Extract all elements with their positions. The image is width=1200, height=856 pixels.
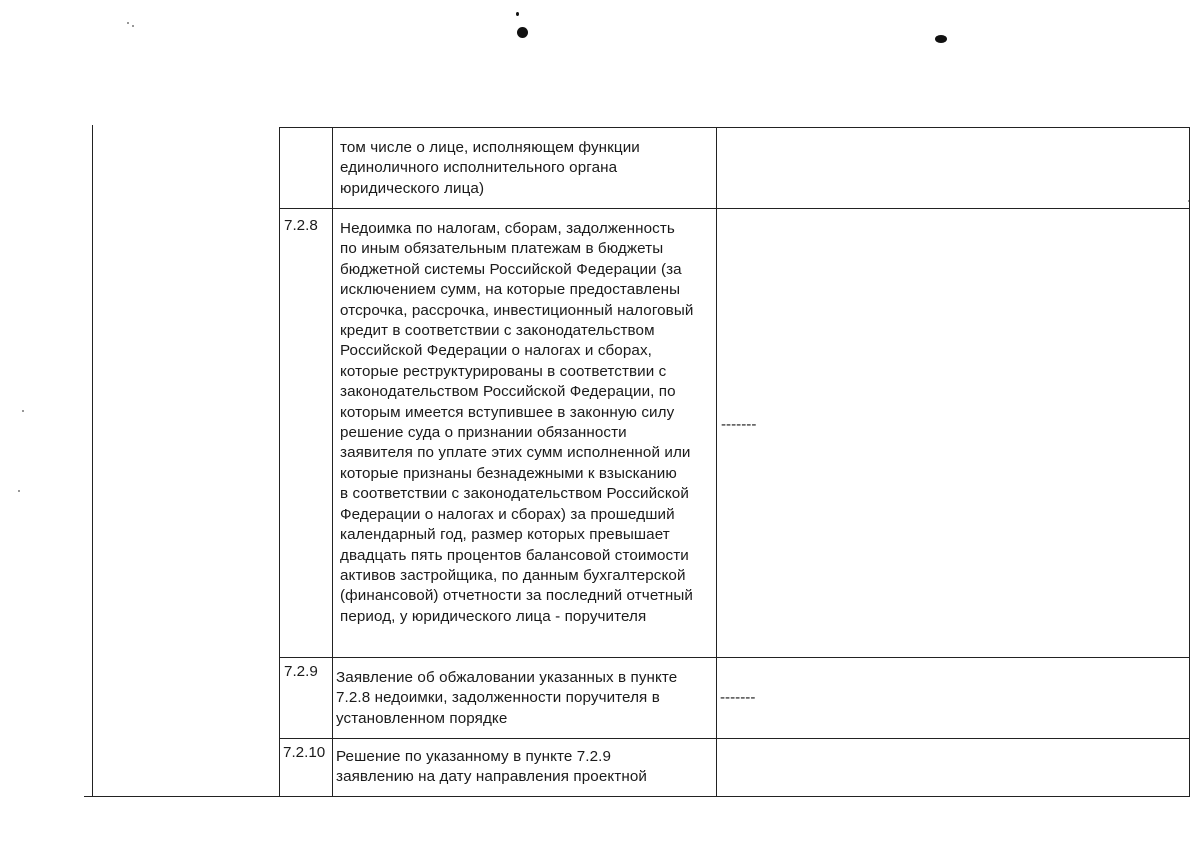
text-line: двадцать пять процентов балансовой стоимости [340,546,689,564]
table-col-line-1 [279,127,280,796]
table-col-line-4 [1189,127,1190,796]
row-separator [279,738,1190,739]
text-line: по иным обязательным платежам в бюджеты [340,240,664,258]
table-top-line [279,127,1190,128]
text-line: единоличного исполнительного органа [340,159,618,177]
row-number: 7.2.8 [284,217,318,234]
text-line: (финансовой) отчетности за последний отчетный [340,587,694,605]
text-line: законодательством Российской Федерации, по [340,383,676,401]
scan-speck [127,22,129,24]
text-line: бюджетной системы Российской Федерации (за [340,260,682,278]
row-description [340,219,693,627]
scan-speck [18,490,20,492]
text-line: заявлению на дату направления проектной [336,768,647,786]
left-margin-line [92,125,93,797]
text-line: которые признаны безнадежными к взысканию [340,464,677,482]
text-line: которые реструктурированы в соответствии с [340,362,667,380]
text-line: Решение по указанному в пункте 7.2.9 [336,748,612,765]
text-line: в соответствии с законодательством Российской [340,485,689,503]
text-line: Заявление об обжаловании указанных в пункте [336,669,678,686]
scan-speck [22,410,24,412]
text-line: юридического лица) [340,179,485,197]
text-line: установленном порядке [336,709,508,727]
text-line: Российской Федерации о налогах и сборах, [340,342,652,360]
text-line: заявителя по уплате этих сумм исполненной или [340,444,691,462]
text-line: исключением сумм, на которые предоставлены [340,281,681,299]
text-line: Федерации о налогах и сборах) за прошедший [340,505,675,523]
table-col-line-3 [716,127,717,796]
row-description [336,747,647,788]
text-line: 7.2.8 недоимки, задолженности поручителя в [336,689,660,707]
scan-speck [516,12,519,16]
table-col-line-2 [332,127,333,796]
text-line: период, у юридического лица - поручителя [340,607,647,625]
row-value: ------- [721,416,757,433]
text-line: том числе о лице, исполняющем функции [340,139,640,156]
text-line: решение суда о признании обязанности [340,424,627,442]
scan-speck [132,25,134,27]
text-line: Недоимка по налогам, сборам, задолженность [340,220,675,237]
row-number: 7.2.10 [283,744,326,761]
text-line: календарный год, размер которых превышает [340,526,670,544]
table-bottom-line [84,796,1190,797]
scan-speck [517,27,528,38]
row-separator [279,208,1190,209]
row-number: 7.2.9 [284,663,318,680]
row-description [336,668,677,729]
row-value: ------- [720,689,756,706]
text-line: отсрочка, рассрочка, инвестиционный налоговый [340,301,694,319]
row-separator [279,657,1190,658]
text-line: активов застройщика, по данным бухгалтерской [340,566,686,584]
text-line: которым имеется вступившее в законную силу [340,403,675,421]
row-description [340,138,640,199]
text-line: кредит в соответствии с законодательством [340,322,655,340]
scan-speck [935,35,947,43]
